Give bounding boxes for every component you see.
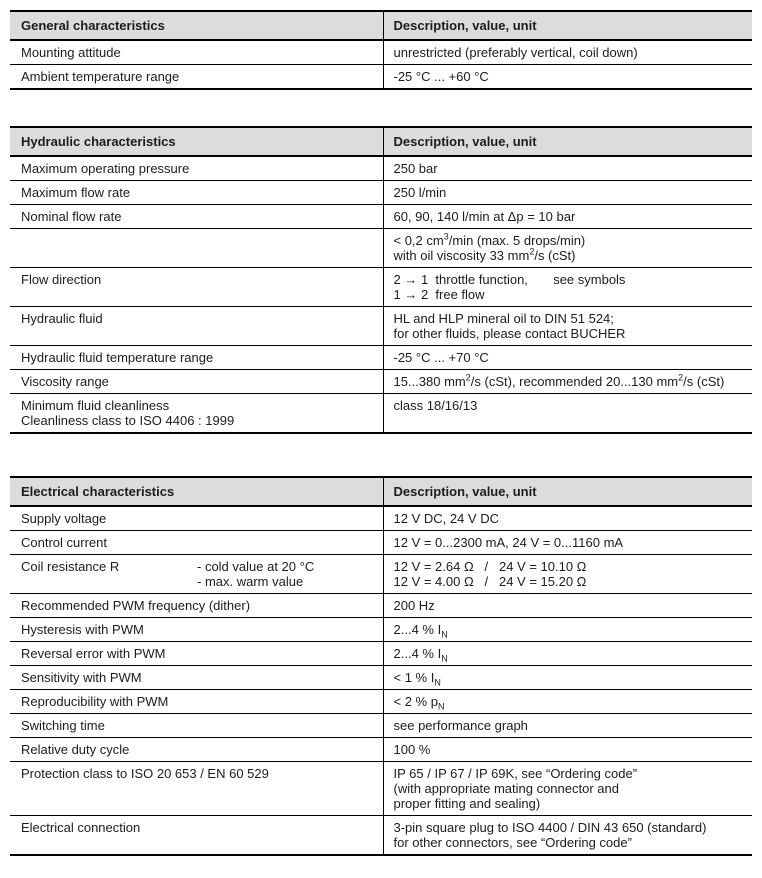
- spec-value: -25 °C ... +70 °C: [383, 346, 752, 370]
- table-row: [10, 531, 752, 555]
- spec-label: Minimum fluid cleanliness Cleanliness class to ISO 4406 : 1999: [21, 398, 235, 428]
- general-characteristics-table: [10, 10, 752, 90]
- spec-value: 200 Hz: [383, 594, 752, 618]
- table-row: [10, 555, 752, 594]
- table-row: [10, 506, 752, 531]
- spec-label: Protection class to ISO 20 653 / EN 60 529: [10, 762, 383, 816]
- spec-label: Reproducibility with PWM: [10, 690, 383, 714]
- table-row: [10, 40, 752, 65]
- spec-label: Ambient temperature range: [21, 69, 180, 84]
- spec-value: 250 l/min: [383, 181, 752, 205]
- spec-label: Hydraulic fluid temperature range: [10, 346, 383, 370]
- spec-label: Sensitivity with PWM: [10, 666, 383, 690]
- spec-sublabel: - max. warm value: [197, 574, 304, 589]
- spec-value: 15...380 $mm^2/s$ (cSt), recommended 20...130 $mm^2/s$ (cSt): [383, 370, 752, 394]
- spec-value: 250 bar: [383, 156, 752, 181]
- spec-label: Supply voltage: [10, 506, 383, 531]
- spec-label: [10, 555, 383, 594]
- spec-label-text: Coil resistance R: [21, 559, 120, 574]
- spec-label: Nominal flow rate: [10, 205, 383, 229]
- table-row: [10, 762, 752, 816]
- table-row: [10, 690, 752, 714]
- spec-value: 12 V = 2.64 Ω / 24 V = 10.10 Ω 12 V = 4.00 Ω / 24 V = 15.20 Ω: [383, 555, 752, 594]
- table-row: [10, 394, 752, 434]
- table-title: Electrical characteristics: [10, 477, 383, 506]
- table-row: [10, 346, 752, 370]
- table-header-row: [10, 127, 752, 156]
- spec-label: Viscosity range: [10, 370, 383, 394]
- table-row: [10, 666, 752, 690]
- spec-value: 12 V DC, 24 V DC: [383, 506, 752, 531]
- table-title: General characteristics: [10, 11, 383, 40]
- spec-sublabel: - cold value at 20 °C: [197, 559, 315, 574]
- table-row: [10, 370, 752, 394]
- spec-label: Switching time: [10, 714, 383, 738]
- spec-label: Reversal error with PWM: [10, 642, 383, 666]
- spec-value: < 0,2 $cm^3/\min$ (max. 5 drops/min) with oil viscosity 33 $mm^2/s$ (cSt): [383, 229, 752, 268]
- table-row: [10, 738, 752, 762]
- table-row: [10, 642, 752, 666]
- table-row: [10, 65, 752, 90]
- spec-label: Maximum operating pressure: [10, 156, 383, 181]
- spec-value: class 18/16/13: [383, 394, 752, 434]
- spec-label: Flow direction: [10, 268, 383, 307]
- spec-value: see performance graph: [383, 714, 752, 738]
- spec-label: Hydraulic fluid: [10, 307, 383, 346]
- spec-label: Electrical connection: [21, 820, 141, 835]
- datasheet-page: [0, 10, 762, 878]
- spec-label: Relative duty cycle: [10, 738, 383, 762]
- spec-value: 2 → 1 throttle function, see symbols 1 → 2 free flow: [383, 268, 752, 307]
- table-row: [10, 268, 752, 307]
- electrical-characteristics-table: [10, 476, 752, 856]
- spec-value: 100 %: [383, 738, 752, 762]
- spec-sublabels: [197, 559, 314, 589]
- table-title: Hydraulic characteristics: [10, 127, 383, 156]
- table-row: [10, 594, 752, 618]
- table-row: [10, 307, 752, 346]
- table-row: [10, 618, 752, 642]
- table-row: [10, 816, 752, 856]
- spec-label: Maximum flow rate: [10, 181, 383, 205]
- table-row: [10, 181, 752, 205]
- value-column-header: Description, value, unit: [383, 127, 752, 156]
- spec-label: Recommended PWM frequency (dither): [10, 594, 383, 618]
- table-row: [10, 156, 752, 181]
- table-row: [10, 205, 752, 229]
- spec-label: Mounting attitude: [10, 40, 383, 65]
- spec-value: < 2 % $p_N$: [383, 690, 752, 714]
- spec-label: Hysteresis with PWM: [10, 618, 383, 642]
- spec-value: IP 65 / IP 67 / IP 69K, see “Ordering code” (with appropriate mating connector and proper fitting and sealing): [383, 762, 752, 816]
- spec-value: unrestricted (preferably vertical, coil down): [383, 40, 752, 65]
- spec-value: 2...4 % $I_N$: [383, 642, 752, 666]
- spec-value: 60, 90, 140 l/min at Δp = 10 bar: [383, 205, 752, 229]
- spec-value: 2...4 % $I_N$: [383, 618, 752, 642]
- spec-label: [10, 229, 383, 268]
- table-row: [10, 714, 752, 738]
- spec-value: < 1 % $I_N$: [383, 666, 752, 690]
- value-column-header: Description, value, unit: [383, 11, 752, 40]
- spec-value: 12 V = 0...2300 mA, 24 V = 0...1160 mA: [383, 531, 752, 555]
- spec-value: 3-pin square plug to ISO 4400 / DIN 43 650 (standard) for other connectors, see “Ordering code”: [383, 816, 752, 856]
- table-header-row: [10, 11, 752, 40]
- spec-value: HL and HLP mineral oil to DIN 51 524; for other fluids, please contact BUCHER: [383, 307, 752, 346]
- table-row: [10, 229, 752, 268]
- spec-label: Control current: [10, 531, 383, 555]
- spec-value: -25 °C ... +60 °C: [383, 65, 752, 90]
- table-header-row: [10, 477, 752, 506]
- value-column-header: Description, value, unit: [383, 477, 752, 506]
- hydraulic-characteristics-table: [10, 126, 752, 434]
